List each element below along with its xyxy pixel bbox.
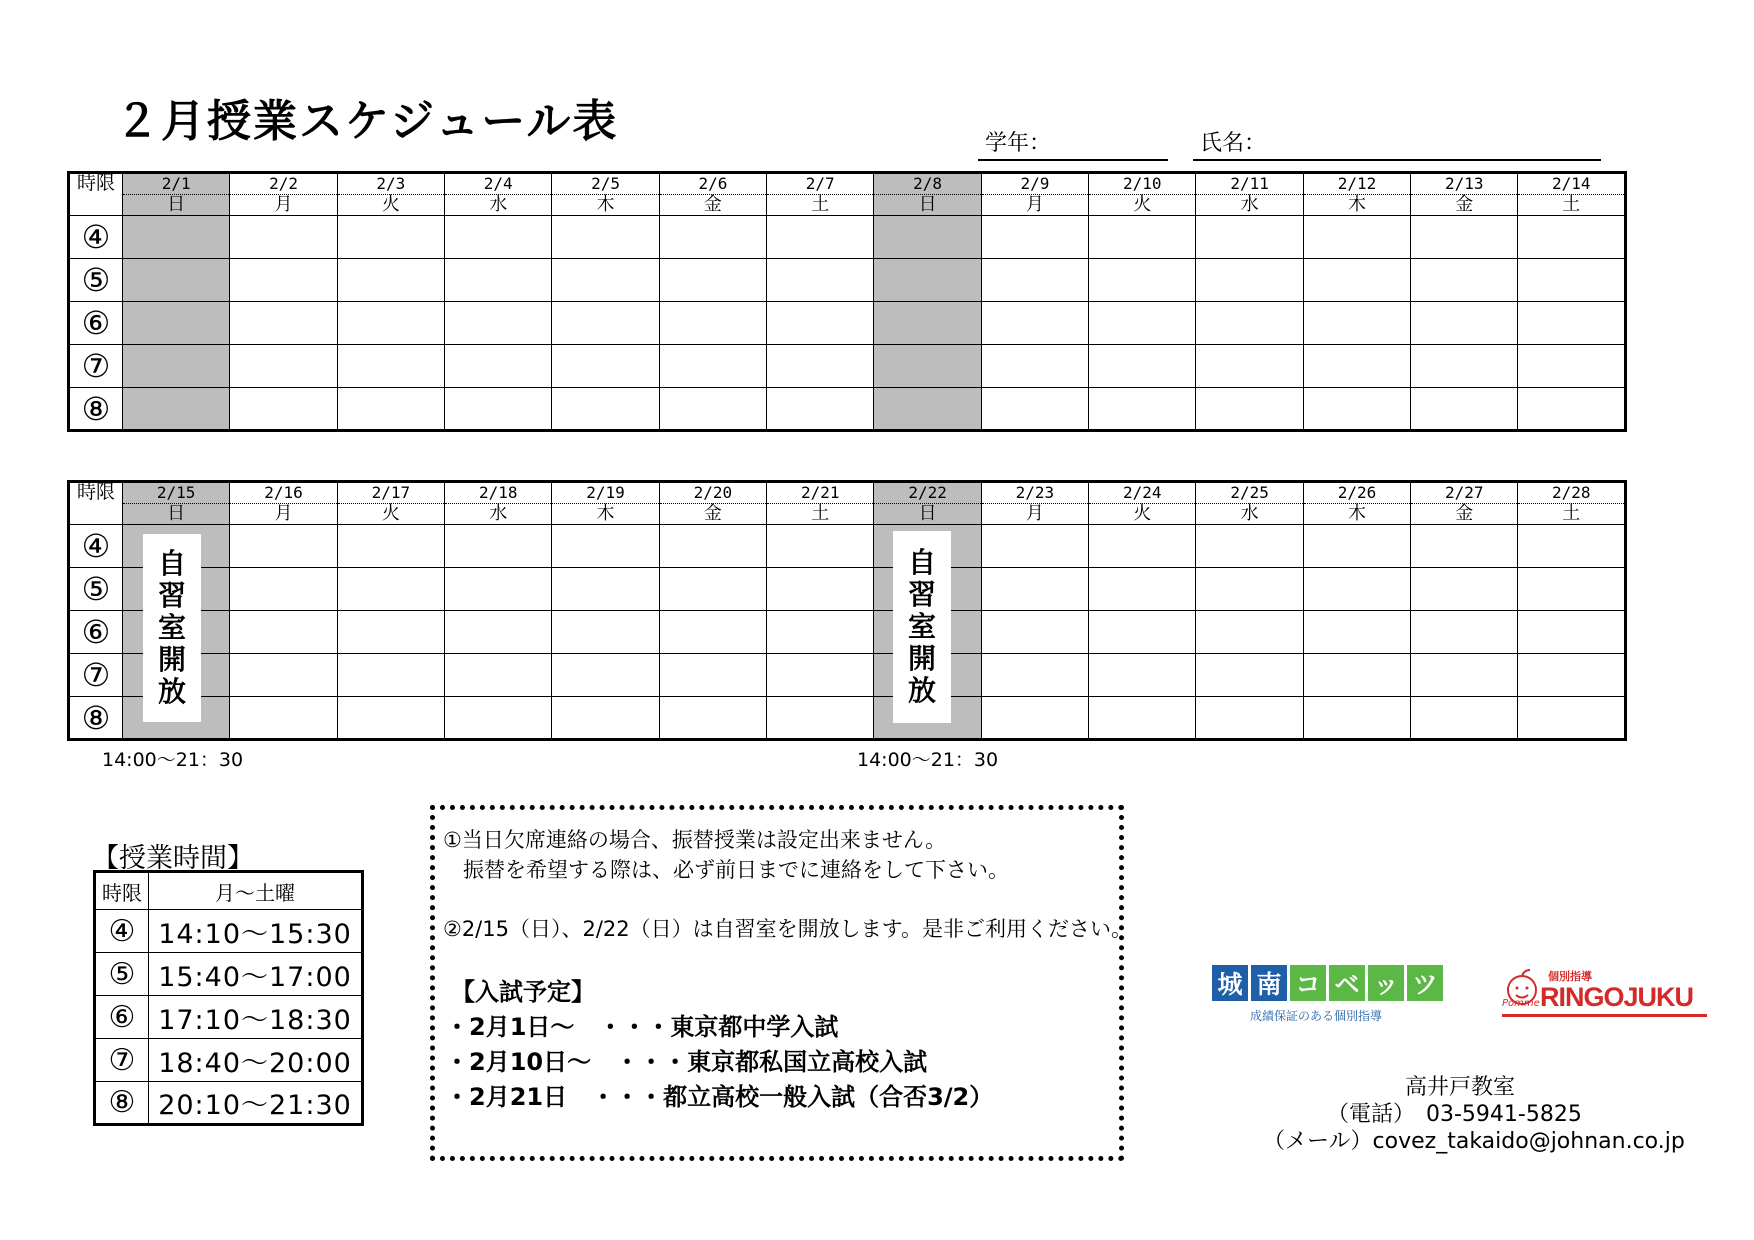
schedule-cell[interactable] <box>445 568 552 611</box>
period-number: ⑥ <box>69 611 123 654</box>
schedule-cell[interactable] <box>1518 345 1626 388</box>
period-row <box>69 525 1626 568</box>
logo-char-block: ベ <box>1329 965 1365 1001</box>
period-number: ⑧ <box>69 388 123 431</box>
date-header <box>1518 482 1626 525</box>
schedule-cell[interactable] <box>874 345 981 388</box>
weekday-label: 木 <box>596 194 615 215</box>
weekday-label: 木 <box>596 503 615 524</box>
schedule-cell[interactable] <box>1303 697 1410 740</box>
schedule-cell[interactable] <box>123 259 230 302</box>
weekday-label: 日 <box>167 503 186 524</box>
schedule-cell[interactable] <box>981 302 1088 345</box>
period-header: 時限 <box>69 173 123 216</box>
weekday-label: 火 <box>1133 503 1152 524</box>
class-times-table <box>93 870 364 1126</box>
notice-line-1: ①当日欠席連絡の場合、振替授業は設定出来ません。 <box>443 828 947 852</box>
period-time: 18:40～20:00 <box>149 1039 363 1082</box>
date-label: 2/9 <box>982 174 1088 195</box>
schedule-cell[interactable] <box>230 654 337 697</box>
date-header <box>230 482 337 525</box>
schedule-cell[interactable] <box>230 259 337 302</box>
study-room-banner-1: 自習室開放 <box>143 534 201 722</box>
schedule-cell[interactable] <box>767 654 874 697</box>
schedule-cell[interactable] <box>1196 654 1303 697</box>
schedule-cell[interactable] <box>1196 525 1303 568</box>
schedule-cell[interactable] <box>230 345 337 388</box>
grade-label: 学年： <box>985 131 1052 156</box>
period-number: ⑦ <box>95 1039 149 1082</box>
date-header <box>1411 482 1518 525</box>
schedule-cell[interactable] <box>981 259 1088 302</box>
schedule-cell[interactable] <box>1196 345 1303 388</box>
period-header: 時限 <box>95 872 149 910</box>
logo-char-block: 城 <box>1212 965 1248 1001</box>
schedule-cell[interactable] <box>1089 302 1196 345</box>
date-label: 2/20 <box>660 483 766 504</box>
weekday-label: 土 <box>1562 194 1581 215</box>
weekday-label: 金 <box>1455 194 1474 215</box>
schedule-cell[interactable] <box>1411 568 1518 611</box>
schedule-cell[interactable] <box>767 568 874 611</box>
schedule-cell[interactable] <box>230 302 337 345</box>
study-room-time-2: 14:00～21：30 <box>857 749 999 771</box>
weekday-label: 月 <box>1025 503 1044 524</box>
logo-char-block: コ <box>1290 965 1326 1001</box>
date-header <box>767 173 874 216</box>
schedule-cell[interactable] <box>767 216 874 259</box>
schedule-cell[interactable] <box>337 568 444 611</box>
exam-item: ・2月21日 ・・・都立高校一般入試（合否3/2） <box>445 1083 994 1111</box>
date-header <box>337 173 444 216</box>
schedule-cell[interactable] <box>123 216 230 259</box>
schedule-cell[interactable] <box>445 697 552 740</box>
period-number: ⑧ <box>95 1082 149 1125</box>
weekday-label: 水 <box>489 194 508 215</box>
schedule-cell[interactable] <box>1411 525 1518 568</box>
class-times-header <box>95 872 363 910</box>
schedule-cell[interactable] <box>1196 611 1303 654</box>
days-header: 月～土曜 <box>149 872 363 910</box>
schedule-cell[interactable] <box>981 611 1088 654</box>
period-row <box>69 259 1626 302</box>
header-row <box>69 173 1626 216</box>
weekday-label: 火 <box>1133 194 1152 215</box>
period-time: 14:10～15:30 <box>149 910 363 953</box>
schedule-cell[interactable] <box>552 259 659 302</box>
schedule-cell[interactable] <box>552 345 659 388</box>
schedule-cell[interactable] <box>1303 216 1410 259</box>
schedule-cell[interactable] <box>230 525 337 568</box>
period-row <box>69 611 1626 654</box>
date-header <box>337 482 444 525</box>
schedule-cell[interactable] <box>1089 654 1196 697</box>
date-label: 2/23 <box>982 483 1088 504</box>
schedule-cell[interactable] <box>1518 611 1626 654</box>
schedule-cell[interactable] <box>1411 697 1518 740</box>
class-time-row <box>95 1039 363 1082</box>
date-header <box>230 173 337 216</box>
period-row <box>69 388 1626 431</box>
notice-line-3: ②2/15（日）、2/22（日）は自習室を開放します。是非ご利用ください。 <box>443 917 1132 941</box>
date-label: 2/8 <box>874 174 980 195</box>
johnan-covez-logo <box>1212 965 1446 1001</box>
study-room-time-1: 14:00～21：30 <box>102 749 244 771</box>
schedule-cell[interactable] <box>1303 259 1410 302</box>
notice-line-2: 振替を希望する際は、必ず前日までに連絡をして下さい。 <box>463 858 1009 882</box>
date-label: 2/3 <box>338 174 444 195</box>
schedule-cell[interactable] <box>874 259 981 302</box>
period-number: ⑤ <box>95 953 149 996</box>
period-time: 17:10～18:30 <box>149 996 363 1039</box>
date-header <box>1518 173 1626 216</box>
schedule-cell[interactable] <box>1518 259 1626 302</box>
schedule-cell[interactable] <box>981 654 1088 697</box>
period-number: ④ <box>69 525 123 568</box>
schedule-cell[interactable] <box>337 345 444 388</box>
schedule-cell[interactable] <box>1303 345 1410 388</box>
period-row <box>69 697 1626 740</box>
schedule-cell[interactable] <box>767 259 874 302</box>
date-header <box>1089 482 1196 525</box>
period-number: ⑦ <box>69 654 123 697</box>
schedule-cell[interactable] <box>767 388 874 431</box>
schedule-cell[interactable] <box>1303 654 1410 697</box>
schedule-cell[interactable] <box>552 216 659 259</box>
date-label: 2/21 <box>767 483 873 504</box>
weekday-label: 木 <box>1347 503 1366 524</box>
schedule-cell[interactable] <box>659 611 766 654</box>
schedule-cell[interactable] <box>1411 345 1518 388</box>
weekday-label: 火 <box>381 194 400 215</box>
ringo-name: RINGOJUKU <box>1540 982 1694 1012</box>
weekday-label: 土 <box>1562 503 1581 524</box>
schedule-cell[interactable] <box>1518 388 1626 431</box>
schedule-cell[interactable] <box>337 216 444 259</box>
schedule-cell[interactable] <box>337 259 444 302</box>
schedule-cell[interactable] <box>337 302 444 345</box>
date-label: 2/15 <box>123 483 229 504</box>
date-header <box>1196 173 1303 216</box>
date-header <box>1303 173 1410 216</box>
schedule-cell[interactable] <box>1196 259 1303 302</box>
name-field-line[interactable] <box>1193 159 1601 161</box>
schedule-cell[interactable] <box>552 697 659 740</box>
date-label: 2/11 <box>1196 174 1302 195</box>
schedule-cell[interactable] <box>767 345 874 388</box>
schedule-cell[interactable] <box>659 216 766 259</box>
schedule-cell[interactable] <box>1303 568 1410 611</box>
schedule-cell[interactable] <box>659 525 766 568</box>
date-label: 2/25 <box>1196 483 1302 504</box>
schedule-cell[interactable] <box>445 216 552 259</box>
date-header <box>1303 482 1410 525</box>
date-header <box>874 173 981 216</box>
period-number: ⑤ <box>69 259 123 302</box>
ringojuku-logo <box>1500 968 1710 1026</box>
weekday-label: 金 <box>703 503 722 524</box>
date-header <box>552 482 659 525</box>
date-header <box>1089 173 1196 216</box>
date-header <box>552 173 659 216</box>
schedule-cell[interactable] <box>230 697 337 740</box>
schedule-cell[interactable] <box>123 345 230 388</box>
date-label: 2/4 <box>445 174 551 195</box>
schedule-cell[interactable] <box>767 302 874 345</box>
schedule-cell[interactable] <box>1518 216 1626 259</box>
schedule-cell[interactable] <box>445 611 552 654</box>
schedule-cell[interactable] <box>1196 568 1303 611</box>
schedule-cell[interactable] <box>1089 611 1196 654</box>
schedule-cell[interactable] <box>659 697 766 740</box>
period-time: 20:10～21:30 <box>149 1082 363 1125</box>
period-number: ④ <box>69 216 123 259</box>
date-header <box>981 482 1088 525</box>
date-header <box>445 482 552 525</box>
weekday-label: 日 <box>918 503 937 524</box>
date-label: 2/18 <box>445 483 551 504</box>
weekday-label: 金 <box>703 194 722 215</box>
schedule-cell[interactable] <box>874 388 981 431</box>
header-row <box>69 482 1626 525</box>
schedule-cell[interactable] <box>445 654 552 697</box>
schedule-cell[interactable] <box>1411 259 1518 302</box>
schedule-cell[interactable] <box>337 388 444 431</box>
schedule-cell[interactable] <box>445 388 552 431</box>
period-header: 時限 <box>69 482 123 525</box>
schedule-cell[interactable] <box>1411 654 1518 697</box>
schedule-cell[interactable] <box>659 259 766 302</box>
weekday-label: 火 <box>381 503 400 524</box>
grade-field-line[interactable] <box>978 159 1168 161</box>
period-number: ⑧ <box>69 697 123 740</box>
period-number: ⑥ <box>69 302 123 345</box>
date-label: 2/26 <box>1304 483 1410 504</box>
schedule-cell[interactable] <box>1518 302 1626 345</box>
period-row <box>69 216 1626 259</box>
schedule-cell[interactable] <box>1089 388 1196 431</box>
study-room-banner-2: 自習室開放 <box>893 531 951 723</box>
schedule-cell[interactable] <box>1303 388 1410 431</box>
schedule-cell[interactable] <box>337 525 444 568</box>
schedule-cell[interactable] <box>445 259 552 302</box>
schedule-cell[interactable] <box>552 525 659 568</box>
weekday-label: 木 <box>1347 194 1366 215</box>
date-header <box>123 482 230 525</box>
date-label: 2/7 <box>767 174 873 195</box>
schedule-cell[interactable] <box>1518 697 1626 740</box>
schedule-cell[interactable] <box>1411 216 1518 259</box>
period-row <box>69 302 1626 345</box>
date-label: 2/6 <box>660 174 766 195</box>
logo-char-block: ッ <box>1368 965 1404 1001</box>
date-label: 2/1 <box>123 174 229 195</box>
schedule-table-week2 <box>67 480 1627 741</box>
schedule-cell[interactable] <box>1089 216 1196 259</box>
date-header <box>767 482 874 525</box>
logo-char-block: ツ <box>1407 965 1443 1001</box>
weekday-label: 水 <box>1240 194 1259 215</box>
schedule-cell[interactable] <box>767 611 874 654</box>
date-label: 2/27 <box>1411 483 1517 504</box>
weekday-label: 日 <box>918 194 937 215</box>
schedule-cell[interactable] <box>767 697 874 740</box>
schedule-cell[interactable] <box>552 611 659 654</box>
date-header <box>981 173 1088 216</box>
class-time-row <box>95 996 363 1039</box>
date-label: 2/10 <box>1089 174 1195 195</box>
schedule-cell[interactable] <box>230 388 337 431</box>
schedule-cell[interactable] <box>123 302 230 345</box>
schedule-cell[interactable] <box>445 302 552 345</box>
schedule-cell[interactable] <box>659 388 766 431</box>
schedule-cell[interactable] <box>230 611 337 654</box>
period-row <box>69 654 1626 697</box>
weekday-label: 日 <box>167 194 186 215</box>
schedule-cell[interactable] <box>230 568 337 611</box>
schedule-table-week1 <box>67 171 1627 432</box>
date-header <box>659 173 766 216</box>
weekday-label: 土 <box>811 503 830 524</box>
schedule-cell[interactable] <box>1411 302 1518 345</box>
page-title: ２月授業スケジュール表 <box>115 96 619 147</box>
date-label: 2/19 <box>552 483 658 504</box>
schedule-cell[interactable] <box>552 302 659 345</box>
schedule-cell[interactable] <box>659 345 766 388</box>
email[interactable]: （メール）covez_takaido@johnan.co.jp <box>1263 1129 1685 1154</box>
period-row <box>69 345 1626 388</box>
school-name: 高井戸教室 <box>1405 1075 1516 1100</box>
date-label: 2/17 <box>338 483 444 504</box>
schedule-cell[interactable] <box>1089 259 1196 302</box>
weekday-label: 月 <box>1025 194 1044 215</box>
date-header <box>123 173 230 216</box>
class-time-row <box>95 910 363 953</box>
schedule-cell[interactable] <box>1196 216 1303 259</box>
schedule-cell[interactable] <box>981 345 1088 388</box>
date-label: 2/2 <box>230 174 336 195</box>
schedule-cell[interactable] <box>1411 611 1518 654</box>
schedule-cell[interactable] <box>1196 388 1303 431</box>
schedule-cell[interactable] <box>552 654 659 697</box>
period-row <box>69 568 1626 611</box>
exam-title: 【入試予定】 <box>451 978 595 1006</box>
date-header <box>445 173 552 216</box>
name-label: 氏名： <box>1200 131 1267 156</box>
schedule-cell[interactable] <box>659 568 766 611</box>
schedule-cell[interactable] <box>1518 525 1626 568</box>
schedule-cell[interactable] <box>1303 525 1410 568</box>
date-label: 2/16 <box>230 483 336 504</box>
logo-char-block: 南 <box>1251 965 1287 1001</box>
schedule-cell[interactable] <box>1303 611 1410 654</box>
weekday-label: 月 <box>274 194 293 215</box>
ringo-script: Pomme <box>1502 998 1540 1009</box>
schedule-cell[interactable] <box>981 697 1088 740</box>
schedule-cell[interactable] <box>981 388 1088 431</box>
weekday-label: 月 <box>274 503 293 524</box>
weekday-label: 土 <box>811 194 830 215</box>
date-header <box>1411 173 1518 216</box>
schedule-cell[interactable] <box>445 345 552 388</box>
schedule-cell[interactable] <box>1089 525 1196 568</box>
schedule-cell[interactable] <box>123 388 230 431</box>
schedule-cell[interactable] <box>552 568 659 611</box>
schedule-cell[interactable] <box>1089 568 1196 611</box>
exam-item: ・2月10日～ ・・・東京都私国立高校入試 <box>445 1048 928 1076</box>
schedule-cell[interactable] <box>552 388 659 431</box>
schedule-cell[interactable] <box>659 302 766 345</box>
phone: （電話） 03-5941-5825 <box>1327 1102 1582 1127</box>
period-number: ④ <box>95 910 149 953</box>
period-time: 15:40～17:00 <box>149 953 363 996</box>
schedule-cell[interactable] <box>1196 302 1303 345</box>
schedule-cell[interactable] <box>1411 388 1518 431</box>
schedule-cell[interactable] <box>767 525 874 568</box>
date-label: 2/12 <box>1304 174 1410 195</box>
schedule-cell[interactable] <box>337 611 444 654</box>
schedule-cell[interactable] <box>337 654 444 697</box>
schedule-cell[interactable] <box>230 216 337 259</box>
schedule-cell[interactable] <box>337 697 444 740</box>
date-label: 2/5 <box>552 174 658 195</box>
schedule-cell[interactable] <box>445 525 552 568</box>
schedule-cell[interactable] <box>1518 654 1626 697</box>
ringo-small-label: 個別指導 <box>1548 970 1592 983</box>
period-number: ⑤ <box>69 568 123 611</box>
schedule-cell[interactable] <box>659 654 766 697</box>
date-header <box>874 482 981 525</box>
class-times-title: 【授業時間】 <box>92 843 254 874</box>
date-label: 2/28 <box>1518 483 1624 504</box>
date-header <box>659 482 766 525</box>
weekday-label: 金 <box>1455 503 1474 524</box>
schedule-cell[interactable] <box>1303 302 1410 345</box>
weekday-label: 水 <box>489 503 508 524</box>
class-time-row <box>95 1082 363 1125</box>
date-label: 2/13 <box>1411 174 1517 195</box>
schedule-cell[interactable] <box>1518 568 1626 611</box>
exam-item: ・2月1日～ ・・・東京都中学入試 <box>445 1013 839 1041</box>
date-header <box>1196 482 1303 525</box>
weekday-label: 水 <box>1240 503 1259 524</box>
schedule-cell[interactable] <box>1196 697 1303 740</box>
date-label: 2/22 <box>874 483 980 504</box>
period-number: ⑥ <box>95 996 149 1039</box>
schedule-cell[interactable] <box>874 216 981 259</box>
period-number: ⑦ <box>69 345 123 388</box>
class-time-row <box>95 953 363 996</box>
johnan-tagline: 成績保証のある個別指導 <box>1250 1009 1383 1023</box>
schedule-cell[interactable] <box>1089 345 1196 388</box>
date-label: 2/24 <box>1089 483 1195 504</box>
schedule-cell[interactable] <box>874 302 981 345</box>
schedule-cell[interactable] <box>1089 697 1196 740</box>
date-label: 2/14 <box>1518 174 1624 195</box>
notice-box <box>430 805 1132 1161</box>
schedule-cell[interactable] <box>981 568 1088 611</box>
schedule-cell[interactable] <box>981 216 1088 259</box>
schedule-cell[interactable] <box>981 525 1088 568</box>
